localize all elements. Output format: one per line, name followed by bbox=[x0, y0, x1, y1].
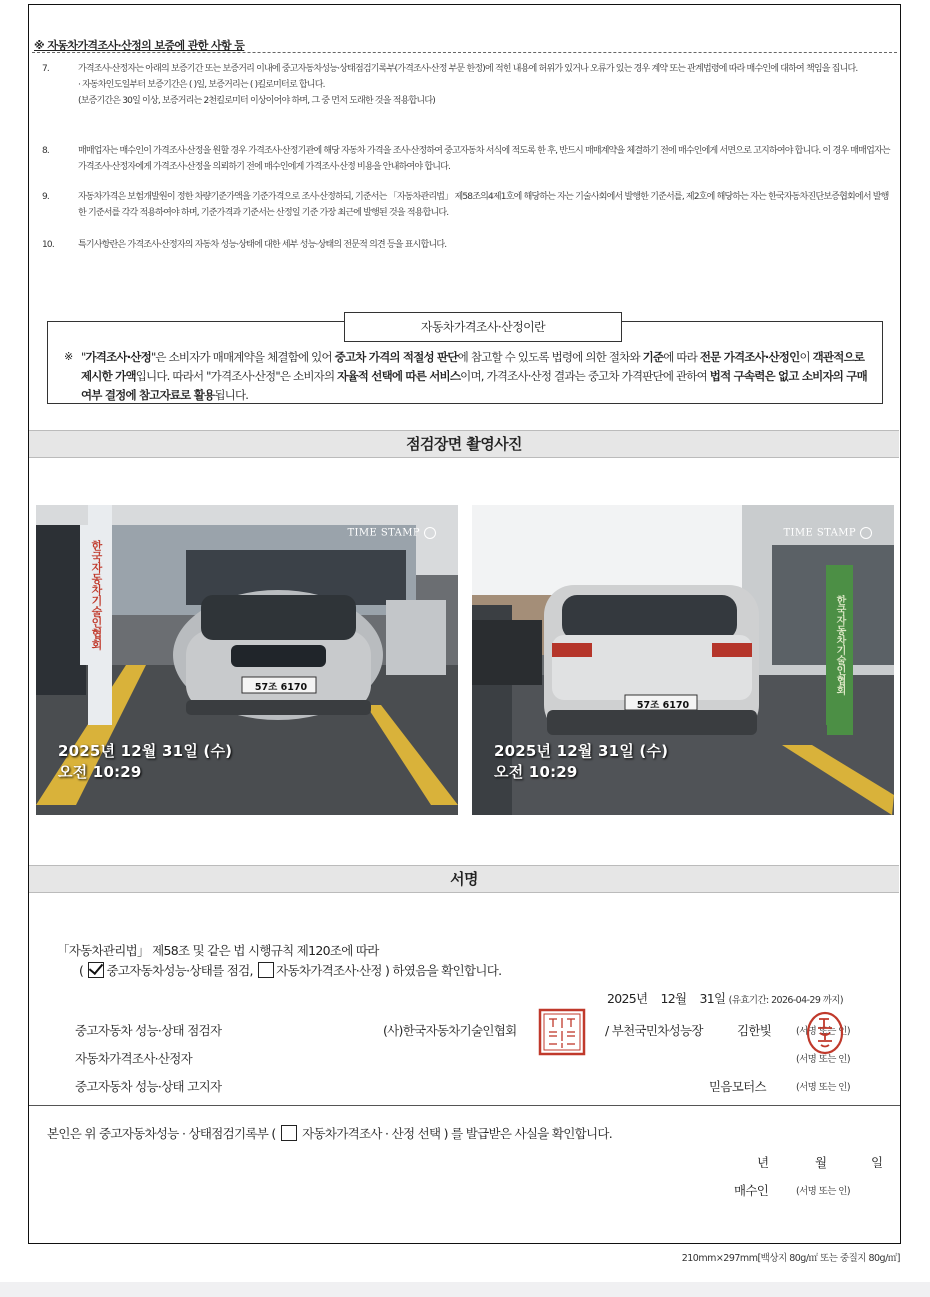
association-banner: 한국자동차기술인협회 bbox=[826, 565, 852, 725]
notice-text: 매매업자는 매수인이 가격조사·산정을 원할 경우 가격조사·산정기관에 해당 자동차 가격을 조사·산정하여 중고자동차 서식에 적도록 한 후, 반드시 매매계약을 체결하기 전에 매수인에게 서면으로 고지하여야 합니다. 이 경우 매매업자는 가격조사·산정자에게 가격조사·산정을 의뢰하기 전에 매수인에게 가격조사·산정 비용을 안내하여야 합니다. bbox=[78, 146, 890, 172]
inspector-seal-icon bbox=[805, 1011, 845, 1055]
definition-text: "가격조사·산정"은 소비자가 매매계약을 체결함에 있어 중고차 가격의 적절성 판단에 참고할 수 있도록 법령에 의한 절차와 기준에 따라 전문 가격조사·산정인이 객관적으로 제시한 가액입니다. 따라서 "가격조사·산정"은 소비자의 자율적 선택에 따른 서비스이며, 가격조사·산정 결과는 중고차 가격판단에 관하여 법적 구속력은 없고 소비자의 구매여부 결정에 참고자료로 활용됩니다. bbox=[81, 350, 867, 402]
notice-number: 8. bbox=[42, 146, 49, 156]
notice-text: 자동차가격은 보험개발원이 정한 차량기준가액을 기준가격으로 조사·산정하되, 기준서는 「자동차관리법」 제58조의4제1호에 해당하는 자는 기술사회에서 발행한 기준서를, 제2호에 해당하는 자는 한국자동차진단보증협회에서 발행한 기준서를 각각 적용하여야 하며, 기준가격과 기준서는 산정일 기준 가장 최근에 발행된 것을 적용합니다. bbox=[78, 192, 889, 218]
notice-number: 9. bbox=[42, 192, 49, 202]
photo-time: 오전 10:29 bbox=[494, 763, 578, 781]
price-assessor-sign-note: (서명 또는 인) bbox=[796, 1054, 850, 1065]
buyer-text-after: 자동차가격조사 · 산정 선택 ) 를 발급받은 사실을 확인합니다. bbox=[302, 1126, 613, 1141]
photo-time: 오전 10:29 bbox=[58, 763, 142, 781]
notifier-label: 중고자동차 성능·상태 고지자 bbox=[75, 1079, 222, 1094]
timestamp-label bbox=[347, 527, 436, 539]
buyer-sign-note: (서명 또는 인) bbox=[796, 1186, 850, 1197]
buyer-confirmation bbox=[47, 1124, 612, 1142]
association-banner: 한국자동차기술인협회 bbox=[80, 525, 112, 665]
definition-box bbox=[47, 321, 883, 404]
inspector-sign-note: (서명 또는 인) bbox=[796, 1026, 850, 1037]
buyer-divider bbox=[29, 1105, 900, 1106]
price-assessment-checkbox-label: 자동차가격조사·산정 bbox=[276, 963, 382, 978]
inspection-checkbox-label: 중고자동차성능·상태를 점검, bbox=[106, 963, 253, 978]
photos-section-title: 점검장면 촬영사진 bbox=[29, 430, 899, 458]
license-plate: 57조 6170 bbox=[254, 682, 308, 693]
date-year: 2025년 bbox=[607, 991, 648, 1006]
buyer-date-year: 년 bbox=[757, 1155, 769, 1170]
definition-title: 자동차가격조사·산정이란 bbox=[344, 312, 622, 342]
notice-text: 특기사항란은 가격조사·산정자의 자동차 성능·상태에 대한 세부 성능·상태의 전문적 의견 등을 표시합니다. bbox=[78, 240, 447, 250]
inspector-organization: (사)한국자동차기술인협회 bbox=[383, 1023, 517, 1038]
open-paren: ( bbox=[79, 963, 84, 978]
photo-date: 2025년 12월 31일 (수) bbox=[58, 742, 233, 760]
price-assessment-checkbox[interactable] bbox=[258, 962, 274, 978]
confirmation-line bbox=[79, 961, 501, 979]
notice-text: 가격조사·산정자는 아래의 보증기간 또는 보증거리 이내에 중고자동차성능·상태점검기록부(가격조사·산정 부문 한정)에 적힌 내용에 허위가 있거나 오류가 있는 경우 계약 또는 관계법령에 따라 매수인에 대하여 책임을 집니다. · 자동차인도일부터 보증기간은 ( )일, 보증거리는 ( )킬로미터로 합니다. (보증기간은 30일 이상, 보증거리는 2천킬로미터 이상이어야 하며, 그 중 먼저 도래한 것을 적용합니다) bbox=[78, 64, 858, 106]
notice-divider bbox=[32, 52, 897, 53]
timestamp-text: TIME STAMP bbox=[347, 527, 420, 539]
clock-icon bbox=[860, 527, 872, 539]
notice-number: 7. bbox=[42, 64, 49, 74]
buyer-date-month: 월 bbox=[815, 1155, 827, 1170]
definition-mark: ※ bbox=[64, 350, 74, 363]
buyer-price-checkbox[interactable] bbox=[281, 1125, 297, 1141]
notifier-name: 믿음모터스 bbox=[709, 1079, 766, 1094]
signature-date bbox=[607, 989, 843, 1007]
association-seal-icon bbox=[538, 1008, 586, 1056]
paper-spec-footer: 210mm×297mm[백상지 80g/㎡ 또는 중질지 80g/㎡] bbox=[681, 1253, 900, 1264]
date-month: 12월 bbox=[660, 991, 687, 1006]
notice-number: 10. bbox=[42, 240, 54, 250]
inspection-photo-rear bbox=[472, 505, 894, 815]
viewer-bottom-bar bbox=[0, 1282, 930, 1297]
buyer-label: 매수인 bbox=[734, 1183, 769, 1198]
timestamp-label bbox=[783, 527, 872, 539]
inspector-label: 중고자동차 성능·상태 점검자 bbox=[75, 1023, 222, 1038]
inspector-location: / 부천국민차성능장 bbox=[605, 1023, 703, 1038]
signature-section-title: 서명 bbox=[29, 865, 899, 893]
notice-title: ※ 자동차가격조사·산정의 보증에 관한 사항 등 bbox=[34, 39, 245, 52]
license-plate: 57조 6170 bbox=[636, 700, 690, 711]
law-reference: 「자동차관리법」 제58조 및 같은 법 시행규칙 제120조에 따라 bbox=[57, 943, 379, 958]
price-assessor-label: 자동차가격조사·산정자 bbox=[75, 1051, 193, 1066]
inspector-name: 김한빛 bbox=[737, 1023, 772, 1038]
document-page bbox=[28, 4, 901, 1244]
photo-date: 2025년 12월 31일 (수) bbox=[494, 742, 669, 760]
timestamp-text: TIME STAMP bbox=[783, 527, 856, 539]
validity-period: (유효기간: 2026-04-29 까지) bbox=[728, 995, 843, 1006]
inspection-checkbox[interactable] bbox=[88, 962, 104, 978]
date-day: 31일 bbox=[699, 991, 726, 1006]
confirmation-text: ) 하였음을 확인합니다. bbox=[385, 963, 502, 978]
buyer-text-before: 본인은 위 중고자동차성능 · 상태점검기록부 ( bbox=[47, 1126, 276, 1141]
buyer-date-day: 일 bbox=[871, 1155, 883, 1170]
inspection-photo-front bbox=[36, 505, 458, 815]
clock-icon bbox=[424, 527, 436, 539]
notifier-sign-note: (서명 또는 인) bbox=[796, 1082, 850, 1093]
